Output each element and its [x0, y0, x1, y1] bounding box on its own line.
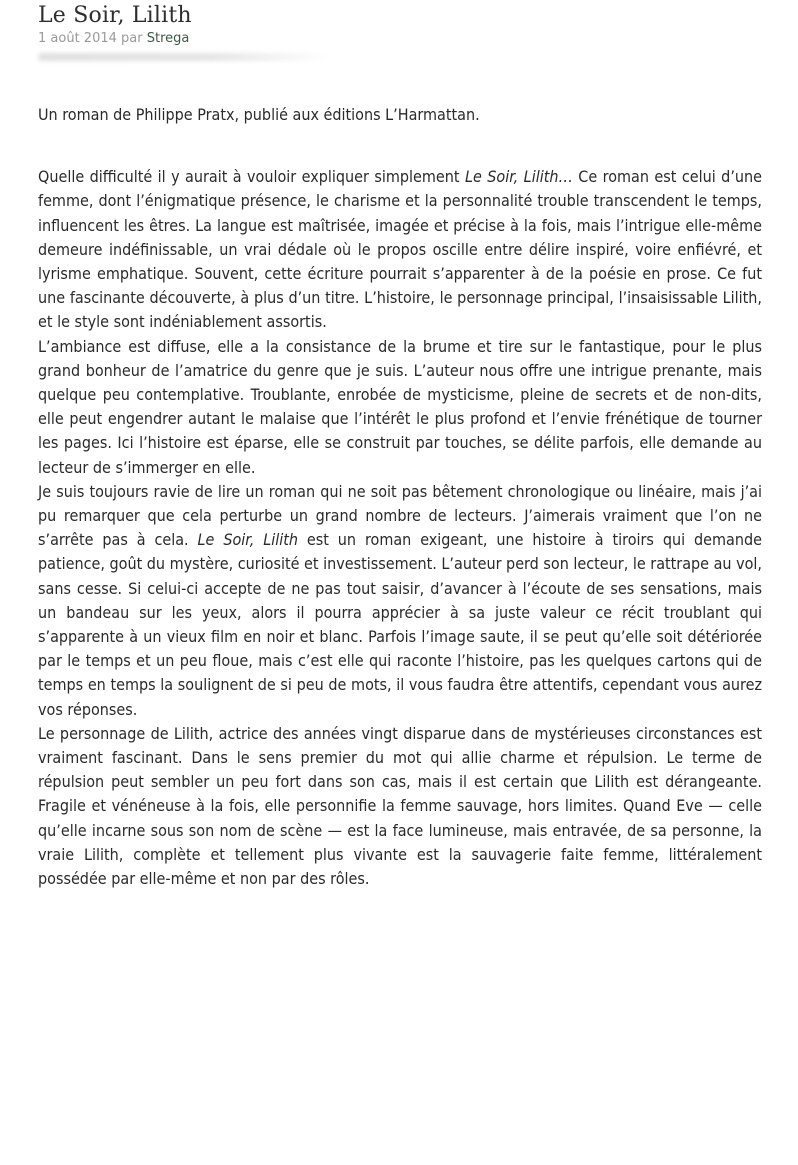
header-divider — [38, 53, 328, 61]
body-paragraph — [38, 722, 762, 891]
body-paragraph — [38, 335, 762, 480]
post-body — [38, 103, 762, 891]
post-meta — [38, 30, 328, 48]
paragraph-text: est un roman exigeant, une histoire à tiroirs qui demande patience, goût du mystère, curiosité et investissement. L’auteur perd son lecteur, le rattrape au vol, sans cesse. Si celui-ci accepte de ne pas tout saisir, d’avancer à l’écoute de ses sensations, mais un bandeau sur les yeux, alors il pourra apprécier à sa juste valeur ce récit troublant qui s’apparente à un vieux film en noir et blanc. Parfois l’image saute, il se peut qu’elle soit détériorée par le temps et un peu floue, mais c’est elle qui raconte l’histoire, pas les quelques cartons qui de temps en temps la soulignent de si peu de mots, il vous faudra être attentifs, cependant vous aurez vos réponses. — [38, 530, 762, 719]
post-date: 1 août 2014 — [38, 31, 117, 46]
paragraph-text: Je suis toujours ravie de lire un roman qui ne soit pas bêtement chronologique ou linéaire, mais j’ai pu remarquer que cela perturbe un grand nombre de lecteurs. J’aimerais vraiment que l’on ne s’arrête pas à cela. — [38, 481, 762, 550]
body-paragraph — [38, 165, 762, 334]
paragraph-text: L’ambiance est diffuse, elle a la consistance de la brume et tire sur le fantastique, pour le plus grand bonheur de l’amatrice du genre que je suis. L’auteur nous offre une intrigue prenante, mais quelque peu contemplative. Troublante, enrobée de mysticisme, pleine de secrets et de non-dits, elle peut engendrer autant le malaise que l’intérêt le plus profond et l’envie frénétique de tourner les pages. Ici l’histoire est éparse, elle se construit par touches, se délite parfois, elle demande au lecteur de s’immerger en elle. — [38, 336, 762, 477]
post-by-label: par — [121, 31, 143, 46]
intro-paragraph: Un roman de Philippe Pratx, publié aux éditions L’Harmattan. — [38, 105, 480, 124]
paragraph-text: Quelle difficulté il y aurait à vouloir expliquer simplement — [38, 167, 465, 187]
book-title-italic: Le Soir, Lilith — [197, 530, 298, 550]
body-paragraph — [38, 480, 762, 722]
book-title-italic: Le Soir, Lilith… — [464, 167, 573, 187]
paragraph-text: Le personnage de Lilith, actrice des années vingt disparue dans de mystérieuses circonstances est vraiment fascinant. Dans le sens premier du mot qui allie charme et répulsion. Le terme de répulsion peut sembler un peu fort dans son cas, mais il est certain que Lilith est dérangeante. Fragile et vénéneuse à la fois, elle personnifie la femme sauvage, hors limites. Quand Eve — celle qu’elle incarne sous son nom de scène — est la face lumineuse, mais entravée, de sa personne, la vraie Lilith, complète et tellement plus vivante est la sauvagerie faite femme, littéralement possédée par elle-même et non par des rôles. — [38, 723, 762, 889]
post-title: Le Soir, Lilith — [38, 3, 192, 28]
post-header — [38, 2, 328, 48]
author-link[interactable]: Strega — [146, 31, 190, 46]
paragraph-text: Ce roman est celui d’une femme, dont l’énigmatique présence, le charisme et la personnalité trouble transcendent le temps, influencent les êtres. La langue est maîtrisée, imagée et précise à la fois, mais l’intrigue elle-même demeure indéfinissable, un vrai dédale où le propos oscille entre délire inspiré, voire enfiévré, et lyrisme emphatique. Souvent, cette écriture pourrait s’apparenter à de la poésie en prose. Ce fut une fascinante découverte, à plus d’un titre. L’histoire, le personnage principal, l’insaisissable Lilith, et le style sont indéniablement assortis. — [38, 167, 763, 332]
